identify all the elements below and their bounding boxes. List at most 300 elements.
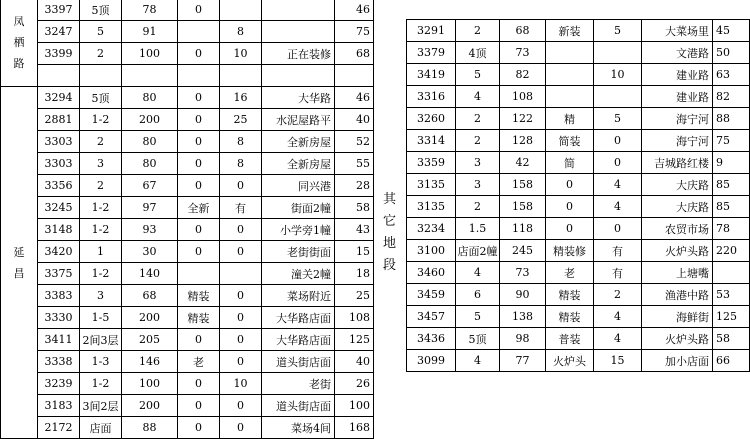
table-cell: 精装 (178, 285, 220, 307)
table-cell: 全新房屋 (262, 153, 335, 175)
table-cell: 91 (122, 21, 178, 43)
table-cell: 77 (500, 350, 546, 372)
table-cell: 0 (178, 219, 220, 241)
table-cell: 0 (178, 0, 220, 21)
table-cell: 3间2层 (80, 395, 122, 417)
table-cell: 3436 (407, 328, 456, 350)
table-cell: 55 (335, 153, 374, 175)
table-cell: 88 (122, 417, 178, 439)
table-cell: 2 (80, 175, 122, 197)
table-cell: 26 (335, 373, 374, 395)
table-cell: 15 (594, 350, 642, 372)
table-row (407, 218, 750, 240)
right-table-body (407, 20, 750, 372)
table-cell: 18 (335, 263, 374, 285)
table-cell: 3099 (407, 350, 456, 372)
table-row (407, 196, 750, 218)
table-cell: 5顶 (80, 0, 122, 21)
table-cell: 0 (178, 417, 220, 439)
table-cell: 78 (122, 0, 178, 21)
table-cell: 全新 (178, 197, 220, 219)
table-cell: 3419 (407, 64, 456, 86)
table-cell: 82 (500, 64, 546, 86)
table-cell: 16 (220, 87, 262, 109)
table-cell: 0 (178, 87, 220, 109)
table-cell: 4 (456, 262, 500, 284)
table-cell: 大华路店面 (262, 329, 335, 351)
table-cell: 46 (335, 0, 374, 21)
table-cell: 3420 (38, 241, 80, 263)
table-cell (262, 21, 335, 43)
table-cell (594, 42, 642, 64)
area-label-char: 延 (13, 245, 25, 259)
table-row (407, 130, 750, 152)
table-cell: 80 (122, 87, 178, 109)
table-row (1, 109, 374, 131)
table-cell: 0 (178, 43, 220, 65)
table-cell: 200 (122, 395, 178, 417)
section-separator (373, 0, 406, 439)
table-cell: 97 (122, 197, 178, 219)
table-cell: 0 (546, 196, 594, 218)
table-cell: 菜场附近 (262, 285, 335, 307)
table-cell: 有 (594, 240, 642, 262)
table-row (1, 87, 374, 109)
table-cell: 42 (500, 152, 546, 174)
table-row (1, 351, 374, 373)
area-label-char: 其 (382, 192, 396, 207)
left-listing-table (0, 0, 374, 439)
table-cell: 4顶 (456, 42, 500, 64)
table-cell (220, 263, 262, 285)
table-cell: 有 (594, 262, 642, 284)
table-cell: 108 (500, 86, 546, 108)
table-cell: 道头街店面 (262, 351, 335, 373)
table-cell: 大菜场里 (642, 20, 713, 42)
table-cell: 28 (335, 175, 374, 197)
table-cell: 0 (220, 307, 262, 329)
table-cell: 100 (122, 43, 178, 65)
table-cell: 3100 (407, 240, 456, 262)
table-cell: 3356 (38, 175, 80, 197)
table-cell: 3183 (38, 395, 80, 417)
table-cell: 海宁河 (642, 130, 713, 152)
table-cell: 0 (220, 219, 262, 241)
table-cell: 45 (713, 20, 750, 42)
table-cell: 138 (500, 306, 546, 328)
table-cell: 3 (456, 152, 500, 174)
table-row (1, 285, 374, 307)
table-cell: 0 (220, 241, 262, 263)
table-cell: 125 (335, 329, 374, 351)
area-label-char: 它 (382, 214, 396, 229)
area-label-char: 昌 (13, 266, 25, 280)
table-cell: 3260 (407, 108, 456, 130)
table-cell: 66 (713, 350, 750, 372)
table-cell: 大华路店面 (262, 307, 335, 329)
table-cell: 上塘嘴 (642, 262, 713, 284)
table-cell: 2 (80, 131, 122, 153)
table-cell: 100 (122, 373, 178, 395)
table-cell: 125 (713, 306, 750, 328)
table-cell: 4 (594, 174, 642, 196)
table-cell: 2 (456, 20, 500, 42)
table-cell: 新装 (546, 20, 594, 42)
table-cell: 118 (500, 218, 546, 240)
table-row (1, 373, 374, 395)
table-cell: 全新房屋 (262, 131, 335, 153)
table-cell: 正在装修 (262, 43, 335, 65)
table-cell: 简装 (546, 130, 594, 152)
table-row (407, 284, 750, 306)
table-cell: 吉城路红楼 (642, 152, 713, 174)
area-label-char: 地 (382, 236, 396, 251)
table-cell: 3135 (407, 196, 456, 218)
table-row (1, 131, 374, 153)
table-cell: 1-2 (80, 219, 122, 241)
table-cell: 0 (546, 174, 594, 196)
table-cell (594, 86, 642, 108)
table-cell: 3 (80, 153, 122, 175)
table-cell: 80 (122, 153, 178, 175)
right-listing-table (406, 19, 750, 372)
table-cell (546, 64, 594, 86)
table-cell: 80 (122, 131, 178, 153)
table-row (1, 307, 374, 329)
table-cell: 3247 (38, 21, 80, 43)
table-cell: 2 (456, 130, 500, 152)
area-label-char: 栖 (13, 36, 25, 49)
table-cell: 3379 (407, 42, 456, 64)
table-cell: 火炉头路 (642, 240, 713, 262)
table-cell: 0 (178, 329, 220, 351)
table-row (1, 241, 374, 263)
table-cell: 3330 (38, 307, 80, 329)
table-cell: 小学旁1幢 (262, 219, 335, 241)
table-cell: 1-3 (80, 351, 122, 373)
table-cell: 3 (456, 174, 500, 196)
table-cell: 0 (178, 241, 220, 263)
table-cell: 58 (335, 197, 374, 219)
table-cell: 3383 (38, 285, 80, 307)
table-cell: 0 (220, 395, 262, 417)
table-cell: 2 (456, 196, 500, 218)
table-cell: 店面 (80, 417, 122, 439)
table-cell: 1.5 (456, 218, 500, 240)
table-cell: 108 (335, 307, 374, 329)
table-cell (38, 65, 80, 87)
table-row (407, 174, 750, 196)
table-row (1, 263, 374, 285)
table-cell: 85 (713, 174, 750, 196)
table-cell: 同兴港 (262, 175, 335, 197)
table-cell: 3294 (38, 87, 80, 109)
table-cell: 4 (456, 350, 500, 372)
table-cell: 30 (122, 241, 178, 263)
table-cell: 建业路 (642, 86, 713, 108)
area-label (1, 0, 38, 87)
table-cell: 8 (220, 131, 262, 153)
table-cell: 3148 (38, 219, 80, 241)
table-cell: 58 (713, 328, 750, 350)
table-row (1, 153, 374, 175)
table-cell: 1-2 (80, 109, 122, 131)
table-cell: 4 (594, 328, 642, 350)
table-row (1, 219, 374, 241)
table-cell: 0 (178, 131, 220, 153)
table-cell: 98 (500, 328, 546, 350)
table-row (407, 152, 750, 174)
table-row (407, 86, 750, 108)
table-cell: 3460 (407, 262, 456, 284)
table-cell: 73 (500, 42, 546, 64)
table-row (407, 306, 750, 328)
table-cell: 3338 (38, 351, 80, 373)
table-row (407, 350, 750, 372)
table-cell: 43 (335, 219, 374, 241)
table-cell: 精装修 (546, 240, 594, 262)
table-cell: 25 (335, 285, 374, 307)
table-cell: 大华路 (262, 87, 335, 109)
table-cell: 40 (335, 109, 374, 131)
table-cell: 68 (122, 285, 178, 307)
area-label-char: 路 (13, 57, 25, 70)
table-cell: 建业路 (642, 64, 713, 86)
table-cell: 3359 (407, 152, 456, 174)
table-cell: 40 (335, 351, 374, 373)
table-cell: 3459 (407, 284, 456, 306)
table-cell: 90 (500, 284, 546, 306)
table-cell: 50 (713, 42, 750, 64)
table-row (1, 329, 374, 351)
table-cell (178, 65, 220, 87)
table-cell: 82 (713, 86, 750, 108)
table-cell: 3303 (38, 131, 80, 153)
table-cell: 海鲜街 (642, 306, 713, 328)
table-cell: 85 (713, 196, 750, 218)
table-cell: 78 (713, 218, 750, 240)
table-cell: 2 (80, 43, 122, 65)
table-cell: 146 (122, 351, 178, 373)
table-cell: 精装 (546, 284, 594, 306)
table-cell: 水泥屋路平 (262, 109, 335, 131)
table-cell: 0 (220, 285, 262, 307)
table-row (407, 262, 750, 284)
table-cell: 5 (594, 108, 642, 130)
table-row (1, 0, 374, 21)
table-row (407, 240, 750, 262)
table-cell: 46 (335, 87, 374, 109)
table-cell: 老街 (262, 373, 335, 395)
table-row (407, 42, 750, 64)
table-row (1, 175, 374, 197)
table-cell: 205 (122, 329, 178, 351)
table-cell (178, 21, 220, 43)
table-cell: 3245 (38, 197, 80, 219)
table-cell: 68 (335, 43, 374, 65)
table-cell: 4 (594, 306, 642, 328)
table-cell: 1-5 (80, 307, 122, 329)
table-cell: 0 (220, 417, 262, 439)
table-cell: 老 (546, 262, 594, 284)
table-cell: 53 (713, 284, 750, 306)
table-cell (80, 65, 122, 87)
table-cell (335, 65, 374, 87)
table-cell: 0 (220, 175, 262, 197)
table-row (407, 20, 750, 42)
table-row (407, 64, 750, 86)
table-cell: 1 (80, 241, 122, 263)
table-cell: 5顶 (456, 328, 500, 350)
table-cell: 3375 (38, 263, 80, 285)
table-cell: 9 (713, 152, 750, 174)
table-cell (713, 262, 750, 284)
table-cell: 0 (594, 218, 642, 240)
table-cell: 0 (178, 395, 220, 417)
table-cell: 老街街面 (262, 241, 335, 263)
table-cell: 245 (500, 240, 546, 262)
table-cell: 大庆路 (642, 174, 713, 196)
table-cell: 普装 (546, 328, 594, 350)
table-row (1, 65, 374, 87)
table-cell: 3316 (407, 86, 456, 108)
table-cell: 0 (594, 130, 642, 152)
table-cell: 10 (220, 373, 262, 395)
table-cell: 潼关2幢 (262, 263, 335, 285)
table-cell: 4 (456, 86, 500, 108)
table-cell: 10 (220, 43, 262, 65)
table-cell: 128 (500, 130, 546, 152)
table-cell: 0 (220, 329, 262, 351)
table-cell: 道头街店面 (262, 395, 335, 417)
table-cell: 100 (335, 395, 374, 417)
table-cell: 菜场4间 (262, 417, 335, 439)
table-cell: 0 (178, 373, 220, 395)
table-cell: 88 (713, 108, 750, 130)
table-cell: 67 (122, 175, 178, 197)
table-cell: 15 (335, 241, 374, 263)
table-cell: 3314 (407, 130, 456, 152)
table-cell: 73 (500, 262, 546, 284)
table-cell: 8 (220, 153, 262, 175)
table-row (1, 43, 374, 65)
table-cell: 加小店面 (642, 350, 713, 372)
table-cell (262, 65, 335, 87)
table-cell: 0 (220, 351, 262, 373)
table-row (1, 21, 374, 43)
table-cell: 4 (594, 196, 642, 218)
table-cell: 3239 (38, 373, 80, 395)
table-cell: 3457 (407, 306, 456, 328)
table-cell: 1-2 (80, 263, 122, 285)
table-cell: 8 (220, 21, 262, 43)
table-cell: 精装 (546, 306, 594, 328)
table-cell: 精装 (178, 307, 220, 329)
table-cell: 93 (122, 219, 178, 241)
left-table-body (1, 0, 374, 439)
table-cell: 3397 (38, 0, 80, 21)
table-cell: 精 (546, 108, 594, 130)
table-row (1, 417, 374, 439)
table-cell: 52 (335, 131, 374, 153)
table-cell: 5 (594, 20, 642, 42)
table-cell: 3135 (407, 174, 456, 196)
table-cell: 220 (713, 240, 750, 262)
area-label-char: 凤 (13, 15, 25, 28)
table-cell: 63 (713, 64, 750, 86)
table-cell: 0 (594, 152, 642, 174)
table-cell (178, 263, 220, 285)
table-cell: 75 (335, 21, 374, 43)
table-cell: 5 (80, 21, 122, 43)
table-cell: 火炉头路 (642, 328, 713, 350)
table-cell: 158 (500, 174, 546, 196)
table-cell: 0 (178, 153, 220, 175)
table-cell: 海宁河 (642, 108, 713, 130)
table-cell: 街面2幢 (262, 197, 335, 219)
table-cell: 店面2幢 (456, 240, 500, 262)
table-cell (220, 0, 262, 21)
table-cell: 5 (456, 306, 500, 328)
table-cell (546, 86, 594, 108)
table-row (1, 395, 374, 417)
table-cell: 1-2 (80, 197, 122, 219)
table-cell: 140 (122, 263, 178, 285)
table-cell: 122 (500, 108, 546, 130)
table-cell (262, 0, 335, 21)
table-cell: 0 (546, 218, 594, 240)
table-cell: 2172 (38, 417, 80, 439)
table-cell: 0 (178, 109, 220, 131)
table-cell: 0 (178, 175, 220, 197)
table-cell: 2间3层 (80, 329, 122, 351)
table-cell: 2881 (38, 109, 80, 131)
table-cell: 大庆路 (642, 196, 713, 218)
table-cell: 10 (594, 64, 642, 86)
table-cell (546, 42, 594, 64)
table-cell: 火炉头 (546, 350, 594, 372)
table-cell: 6 (456, 284, 500, 306)
area-label-char: 段 (382, 258, 396, 273)
table-cell: 有 (220, 197, 262, 219)
table-cell: 3 (80, 285, 122, 307)
table-cell: 3291 (407, 20, 456, 42)
table-cell: 1-2 (80, 373, 122, 395)
table-cell: 渔港中路 (642, 284, 713, 306)
table-cell: 2 (594, 284, 642, 306)
table-row (1, 197, 374, 219)
table-cell: 文港路 (642, 42, 713, 64)
table-cell: 200 (122, 307, 178, 329)
table-cell: 3399 (38, 43, 80, 65)
table-cell (122, 65, 178, 87)
table-cell: 3234 (407, 218, 456, 240)
table-cell: 5 (456, 64, 500, 86)
table-cell: 158 (500, 196, 546, 218)
table-cell: 老 (178, 351, 220, 373)
table-cell (220, 65, 262, 87)
table-cell: 5顶 (80, 87, 122, 109)
area-label (1, 87, 38, 439)
table-cell: 3411 (38, 329, 80, 351)
table-cell: 农贸市场 (642, 218, 713, 240)
table-cell: 168 (335, 417, 374, 439)
table-cell: 2 (456, 108, 500, 130)
table-cell: 简 (546, 152, 594, 174)
table-cell: 3303 (38, 153, 80, 175)
table-row (407, 108, 750, 130)
table-row (407, 328, 750, 350)
